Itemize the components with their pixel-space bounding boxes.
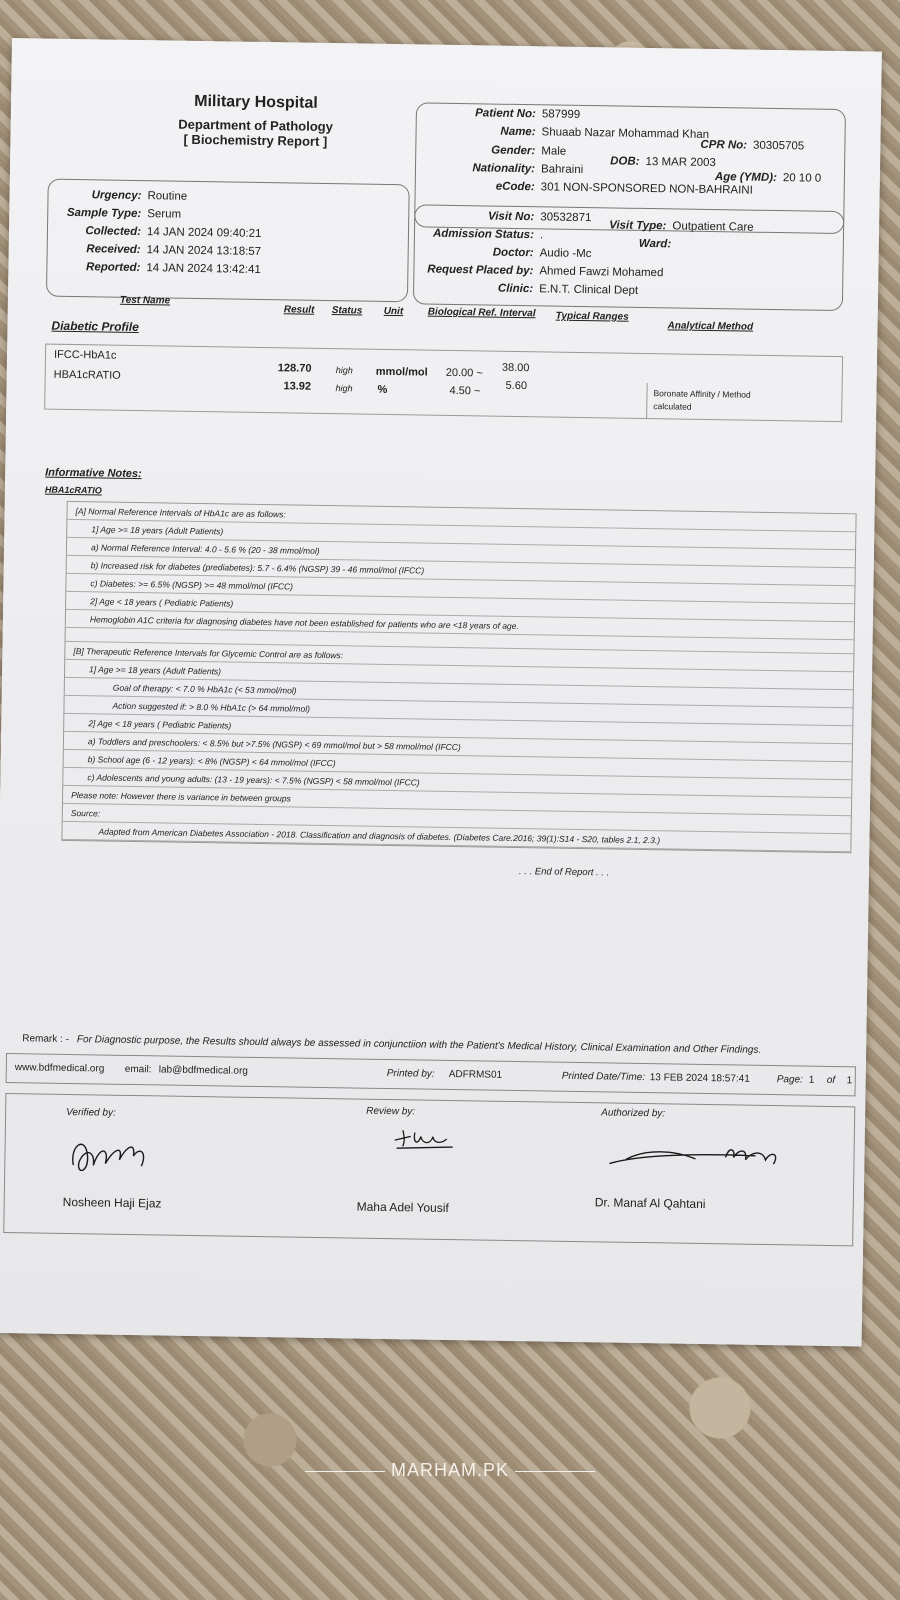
result-value: 13.92: [283, 380, 312, 393]
review-label: Review by:: [366, 1105, 416, 1118]
ref-high: 38.00: [501, 361, 530, 375]
note-line: [B] Therapeutic Reference Intervals for Glycemic Control are as follows:: [65, 642, 853, 672]
col-typical: Typical Ranges: [555, 310, 629, 323]
cpr-no: CPR No: 30305705: [700, 138, 805, 153]
gender: Gender: Male: [491, 144, 567, 158]
page-total: 1: [846, 1075, 853, 1087]
test-name: IFCC-HbA1c: [53, 348, 117, 362]
note-line: Action suggested if: > 8.0 % HbA1c (> 64 mmol/mol): [64, 696, 852, 726]
authorized-label: Authorized by:: [601, 1107, 666, 1120]
note-line: b) School age (6 - 12 years): < 8% (NGSP) < 64 mmol/mol (IFCC): [64, 750, 852, 780]
clinic: Clinic: E.N.T. Clinical Dept: [497, 282, 639, 297]
printed-dt: 13 FEB 2024 18:57:41: [649, 1072, 750, 1085]
report-type: [ Biochemistry Report ]: [183, 131, 328, 149]
visit-no: Visit No: 30532871: [487, 210, 592, 225]
ref-low: 4.50 ~: [449, 384, 481, 398]
result-value: 128.70: [277, 362, 312, 375]
doctor: Doctor: Audio -Mc: [492, 246, 592, 261]
received: Received: 14 JAN 2024 13:18:57: [86, 243, 262, 258]
ref-high: 5.60: [505, 379, 528, 393]
dob: DOB: 13 MAR 2003: [610, 155, 716, 170]
authorized-signature: [605, 1133, 786, 1176]
watermark-line-right: [515, 1471, 595, 1472]
note-line: Adapted from American Diabetes Association - 2018. Classification and diagnosis of diabetes. (Diabetes Care.2016; 39(1):S14 - S20, tables 2.1, 2.3.): [62, 822, 850, 852]
remark-text: For Diagnostic purpose, the Results should always be assessed in conjunctiion with the Patient's Medical History, Clinical Examination and Other Findings.: [76, 1034, 762, 1056]
visit-type: Visit Type: Outpatient Care: [609, 219, 754, 234]
method-cell: [646, 383, 843, 422]
ecode: eCode: 301 NON-SPONSORED NON-BAHRAINI: [495, 180, 753, 197]
email-label: email:: [124, 1063, 152, 1076]
col-status: Status: [331, 305, 363, 317]
report-sheet: [0, 38, 882, 1347]
note-line: 2] Age < 18 years ( Pediatric Patients): [66, 592, 854, 622]
admission-status: Admission Status: .: [432, 227, 544, 242]
page-label: Page:: [776, 1074, 803, 1086]
note-line: Source:: [63, 804, 851, 834]
page-number: 1: [808, 1074, 815, 1086]
printed-dt-label: Printed Date/Time:: [561, 1070, 646, 1084]
note-line: 1] Age >= 18 years (Adult Patients): [67, 520, 855, 550]
age: Age (YMD): 20 10 0: [714, 171, 822, 185]
reported: Reported: 14 JAN 2024 13:42:41: [86, 261, 261, 276]
patient-no: Patient No: 587999: [475, 107, 581, 121]
method-1: Boronate Affinity / Method: [653, 388, 751, 400]
verified-signature: [65, 1125, 156, 1181]
status-value: high: [335, 383, 353, 394]
nationality: Nationality: Bahraini: [472, 162, 584, 176]
col-test-name: Test Name: [119, 294, 171, 307]
hospital-header: [130, 92, 381, 150]
signatures-box: [3, 1093, 855, 1246]
col-result: Result: [283, 304, 315, 316]
ward: Ward:: [638, 237, 672, 251]
verified-label: Verified by:: [66, 1106, 116, 1119]
profile-title: Diabetic Profile: [51, 318, 139, 335]
ref-low: 20.00 ~: [445, 366, 483, 380]
notes-table: [61, 501, 856, 853]
sample-type: Sample Type: Serum: [66, 206, 182, 221]
col-unit: Unit: [383, 305, 404, 318]
request-placed-by: Request Placed by: Ahmed Fawzi Mohamed: [427, 263, 664, 280]
unit-value: %: [377, 383, 388, 396]
collected: Collected: 14 JAN 2024 09:40:21: [85, 225, 262, 240]
note-line: Hemoglobin A1C criteria for diagnosing diabetes have not been established for patients who are <18 years of age.: [66, 610, 854, 640]
of-label: of: [826, 1074, 836, 1087]
print-footer: [6, 1053, 856, 1096]
note-line: [A] Normal Reference Intervals of HbA1c are as follows:: [67, 502, 855, 532]
note-line: c) Diabetes: >= 6.5% (NGSP) >= 48 mmol/mol (IFCC): [66, 574, 854, 604]
end-of-report: . . . End of Report . . .: [518, 866, 610, 879]
remark-label: Remark : -: [22, 1033, 70, 1046]
notes-subtitle: HBA1cRATIO: [44, 484, 102, 496]
patient-name: Name: Shuaab Nazar Mohammad Khan: [500, 125, 710, 141]
review-signature: [391, 1122, 461, 1153]
note-line: c) Adolescents and young adults: (13 - 19 years): < 7.5% (NGSP) < 58 mmol/mol (IFCC): [63, 768, 851, 798]
note-line: a) Toddlers and preschoolers: < 8.5% but >7.5% (NGSP) < 69 mmol/mol but > 58 mmol/mol (IFCC): [64, 732, 852, 762]
watermark-text: MARHAM.PK: [390, 1460, 509, 1480]
watermark: [0, 1460, 900, 1481]
verified-name: Nosheen Haji Ejaz: [62, 1194, 162, 1211]
printed-by: ADFRMS01: [448, 1068, 503, 1081]
department-name: Department of Pathology: [178, 116, 334, 135]
urgency: Urgency: Routine: [91, 189, 188, 203]
test-name: HBA1cRATIO: [53, 368, 121, 382]
printed-by-label: Printed by:: [386, 1068, 435, 1080]
authorized-name: Dr. Manaf Al Qahtani: [594, 1195, 706, 1212]
note-line: Please note: However there is variance in between groups: [63, 786, 851, 816]
method-2: calculated: [653, 401, 692, 412]
note-line: 1] Age >= 18 years (Adult Patients): [65, 660, 853, 690]
note-line: b) Increased risk for diabetes (prediabetes): 5.7 - 6.4% (NGSP) 39 - 46 mmol/mol (IFCC): [67, 556, 855, 586]
note-line: a) Normal Reference Interval: 4.0 - 5.6 % (20 - 38 mmol/mol): [67, 538, 855, 568]
hospital-name: Military Hospital: [194, 92, 318, 112]
note-line: 2] Age < 18 years ( Pediatric Patients): [64, 714, 852, 744]
unit-value: mmol/mol: [375, 365, 428, 379]
email[interactable]: lab@bdfmedical.org: [158, 1064, 248, 1077]
watermark-line-left: [305, 1471, 385, 1472]
col-method: Analytical Method: [667, 320, 754, 333]
note-line: Goal of therapy: < 7.0 % HbA1c (< 53 mmol/mol): [65, 678, 853, 708]
notes-title: Informative Notes:: [45, 466, 142, 481]
status-value: high: [335, 365, 353, 376]
review-name: Maha Adel Yousif: [356, 1199, 449, 1216]
remark: [22, 1033, 761, 1056]
website[interactable]: www.bdfmedical.org: [14, 1062, 105, 1075]
col-bio-ref: Biological Ref. Interval: [427, 306, 536, 320]
